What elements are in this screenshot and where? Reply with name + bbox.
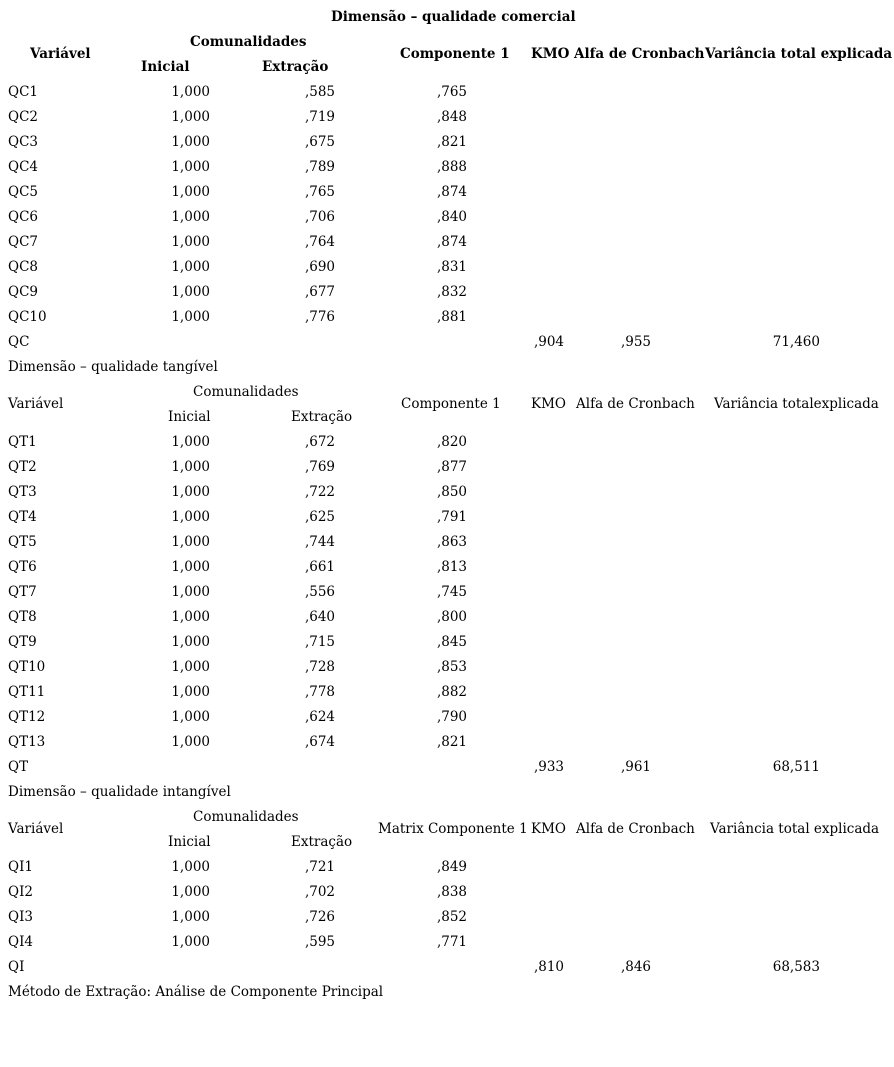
cell-inicial: 1,000 — [171, 634, 210, 650]
cell-inicial: 1,000 — [171, 209, 210, 225]
header-extracao: Extração — [291, 409, 353, 425]
cell-componente: ,790 — [436, 709, 467, 725]
cell-variavel: QC5 — [8, 184, 38, 200]
cell-variavel: QI1 — [8, 859, 33, 875]
header-componente: Matrix Componente 1 — [378, 821, 528, 837]
cell-inicial: 1,000 — [171, 284, 210, 300]
cell-variavel: QT4 — [8, 509, 37, 525]
cell-extracao: ,675 — [304, 134, 335, 150]
cell-variancia: 71,460 — [772, 334, 820, 350]
cell-variavel: QT1 — [8, 434, 37, 450]
cell-extracao: ,722 — [304, 484, 335, 500]
cell-variavel: QT — [8, 759, 29, 775]
cell-kmo: ,904 — [533, 334, 564, 350]
cell-alfa: ,961 — [620, 759, 651, 775]
cell-inicial: 1,000 — [171, 234, 210, 250]
cell-extracao: ,702 — [304, 884, 335, 900]
header-alfa: Alfa de Cronbach — [576, 396, 695, 412]
cell-variavel: QT13 — [8, 734, 46, 750]
cell-extracao: ,789 — [304, 159, 335, 175]
header-comunalidades: Comunalidades — [190, 34, 307, 50]
cell-componente: ,838 — [436, 884, 467, 900]
header-variancia: Variância total explicada — [705, 46, 893, 62]
cell-componente: ,845 — [436, 634, 467, 650]
cell-componente: ,813 — [436, 559, 467, 575]
cell-componente: ,832 — [436, 284, 467, 300]
cell-extracao: ,674 — [304, 734, 335, 750]
cell-extracao: ,728 — [304, 659, 335, 675]
cell-variavel: QC7 — [8, 234, 38, 250]
cell-inicial: 1,000 — [171, 884, 210, 900]
cell-extracao: ,764 — [304, 234, 335, 250]
cell-variavel: QT6 — [8, 559, 37, 575]
cell-alfa: ,955 — [620, 334, 651, 350]
cell-variavel: QI4 — [8, 934, 33, 950]
cell-extracao: ,765 — [304, 184, 335, 200]
cell-componente: ,840 — [436, 209, 467, 225]
cell-componente: ,874 — [436, 184, 467, 200]
cell-extracao: ,776 — [304, 309, 335, 325]
cell-componente: ,877 — [436, 459, 467, 475]
cell-componente: ,800 — [436, 609, 467, 625]
header-comunalidades: Comunalidades — [193, 384, 299, 400]
cell-extracao: ,661 — [304, 559, 335, 575]
cell-inicial: 1,000 — [171, 484, 210, 500]
header-componente: Componente 1 — [400, 46, 510, 62]
cell-componente: ,853 — [436, 659, 467, 675]
header-variavel: Variável — [30, 46, 91, 62]
cell-variavel: QC1 — [8, 84, 38, 100]
cell-componente: ,848 — [436, 109, 467, 125]
cell-extracao: ,625 — [304, 509, 335, 525]
cell-inicial: 1,000 — [171, 184, 210, 200]
cell-componente: ,888 — [436, 159, 467, 175]
cell-componente: ,850 — [436, 484, 467, 500]
cell-inicial: 1,000 — [171, 434, 210, 450]
cell-variavel: QT11 — [8, 684, 46, 700]
cell-variavel: QC9 — [8, 284, 38, 300]
cell-componente: ,821 — [436, 134, 467, 150]
header-extracao: Extração — [291, 834, 353, 850]
cell-alfa: ,846 — [620, 959, 651, 975]
header-variavel: Variável — [8, 396, 64, 412]
cell-inicial: 1,000 — [171, 734, 210, 750]
cell-extracao: ,719 — [304, 109, 335, 125]
cell-variavel: QI3 — [8, 909, 33, 925]
cell-inicial: 1,000 — [171, 509, 210, 525]
section-title: Dimensão – qualidade tangível — [8, 359, 218, 375]
header-inicial: Inicial — [168, 834, 211, 850]
cell-inicial: 1,000 — [171, 459, 210, 475]
cell-extracao: ,721 — [304, 859, 335, 875]
extraction-method-note: Método de Extração: Análise de Componente Principal — [8, 984, 384, 1000]
cell-componente: ,821 — [436, 734, 467, 750]
cell-extracao: ,624 — [304, 709, 335, 725]
header-extracao: Extração — [262, 59, 329, 75]
header-alfa: Alfa de Cronbach — [574, 46, 705, 62]
cell-extracao: ,690 — [304, 259, 335, 275]
cell-inicial: 1,000 — [171, 659, 210, 675]
cell-variavel: QI2 — [8, 884, 33, 900]
header-kmo: KMO — [531, 46, 570, 62]
cell-variavel: QC4 — [8, 159, 38, 175]
cell-componente: ,831 — [436, 259, 467, 275]
cell-variavel: QT12 — [8, 709, 46, 725]
cell-variancia: 68,511 — [772, 759, 820, 775]
cell-extracao: ,677 — [304, 284, 335, 300]
cell-variavel: QC10 — [8, 309, 47, 325]
section-title: Dimensão – qualidade intangível — [8, 784, 231, 800]
cell-variavel: QT3 — [8, 484, 37, 500]
cell-extracao: ,595 — [304, 934, 335, 950]
cell-inicial: 1,000 — [171, 559, 210, 575]
cell-inicial: 1,000 — [171, 584, 210, 600]
cell-inicial: 1,000 — [171, 684, 210, 700]
cell-inicial: 1,000 — [171, 709, 210, 725]
cell-variavel: QT10 — [8, 659, 46, 675]
cell-inicial: 1,000 — [171, 534, 210, 550]
cell-inicial: 1,000 — [171, 934, 210, 950]
cell-inicial: 1,000 — [171, 159, 210, 175]
cell-extracao: ,556 — [304, 584, 335, 600]
cell-inicial: 1,000 — [171, 309, 210, 325]
cell-inicial: 1,000 — [171, 859, 210, 875]
cell-inicial: 1,000 — [171, 109, 210, 125]
header-comunalidades: Comunalidades — [193, 809, 299, 825]
cell-componente: ,771 — [436, 934, 467, 950]
cell-extracao: ,769 — [304, 459, 335, 475]
cell-componente: ,882 — [436, 684, 467, 700]
header-kmo: KMO — [531, 821, 566, 837]
cell-componente: ,765 — [436, 84, 467, 100]
header-variavel: Variável — [8, 821, 64, 837]
cell-variavel: QC2 — [8, 109, 38, 125]
cell-variavel: QC8 — [8, 259, 38, 275]
header-kmo: KMO — [531, 396, 566, 412]
section-title: Dimensão – qualidade comercial — [331, 9, 576, 25]
cell-extracao: ,585 — [304, 84, 335, 100]
cell-componente: ,881 — [436, 309, 467, 325]
cell-componente: ,791 — [436, 509, 467, 525]
cell-extracao: ,715 — [304, 634, 335, 650]
cell-variavel: QT2 — [8, 459, 37, 475]
cell-kmo: ,810 — [533, 959, 564, 975]
cell-componente: ,874 — [436, 234, 467, 250]
cell-inicial: 1,000 — [171, 134, 210, 150]
cell-variavel: QC6 — [8, 209, 38, 225]
header-alfa: Alfa de Cronbach — [576, 821, 695, 837]
cell-variavel: QT7 — [8, 584, 37, 600]
cell-extracao: ,706 — [304, 209, 335, 225]
header-inicial: Inicial — [141, 59, 190, 75]
cell-extracao: ,778 — [304, 684, 335, 700]
cell-inicial: 1,000 — [171, 609, 210, 625]
cell-extracao: ,672 — [304, 434, 335, 450]
cell-componente: ,852 — [436, 909, 467, 925]
cell-inicial: 1,000 — [171, 259, 210, 275]
cell-variavel: QC — [8, 334, 30, 350]
cell-componente: ,849 — [436, 859, 467, 875]
header-variancia: Variância total explicada — [710, 821, 880, 837]
cell-componente: ,863 — [436, 534, 467, 550]
header-inicial: Inicial — [168, 409, 211, 425]
cell-kmo: ,933 — [533, 759, 564, 775]
cell-variancia: 68,583 — [772, 959, 820, 975]
cell-variavel: QI — [8, 959, 25, 975]
cell-variavel: QT8 — [8, 609, 37, 625]
cell-inicial: 1,000 — [171, 84, 210, 100]
header-componente: Componente 1 — [401, 396, 501, 412]
header-variancia: Variância totalexplicada — [714, 396, 879, 412]
cell-variavel: QT5 — [8, 534, 37, 550]
cell-variavel: QC3 — [8, 134, 38, 150]
cell-variavel: QT9 — [8, 634, 37, 650]
cell-inicial: 1,000 — [171, 909, 210, 925]
cell-componente: ,745 — [436, 584, 467, 600]
cell-extracao: ,744 — [304, 534, 335, 550]
cell-extracao: ,726 — [304, 909, 335, 925]
cell-extracao: ,640 — [304, 609, 335, 625]
cell-componente: ,820 — [436, 434, 467, 450]
